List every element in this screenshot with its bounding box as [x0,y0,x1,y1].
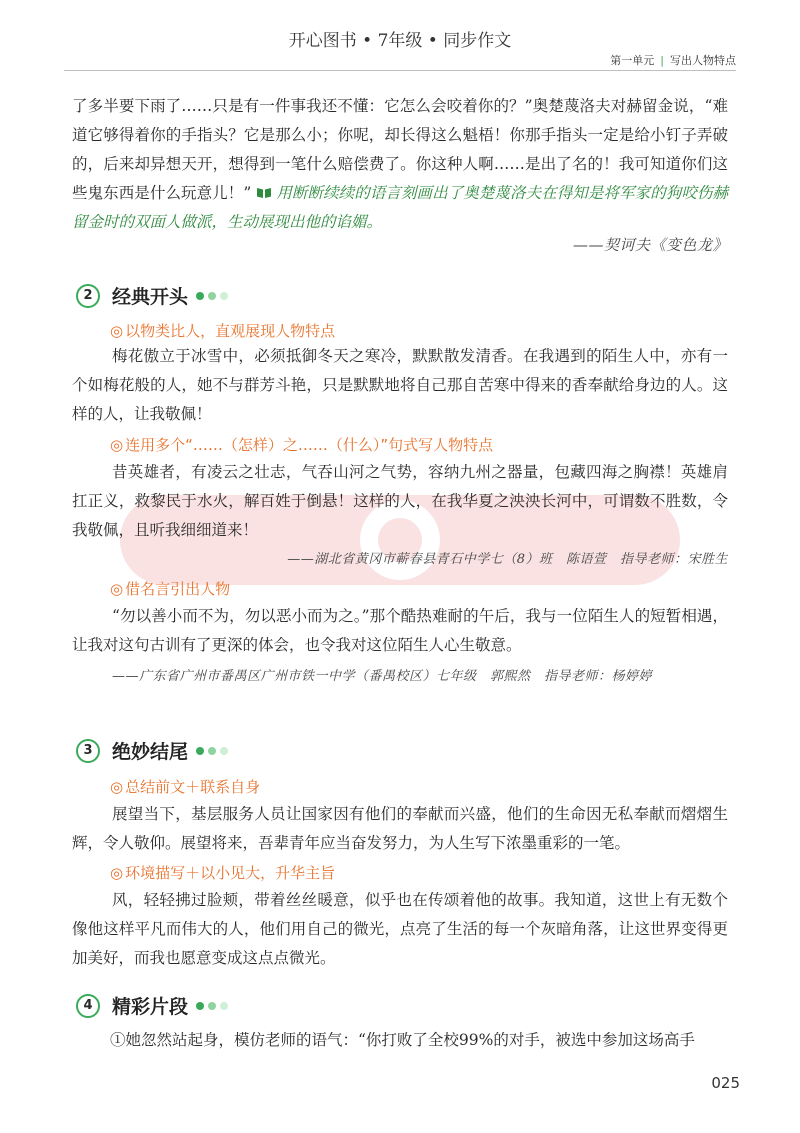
annotation-text: 用断断续续的语言刻画出了奥楚蔑洛夫在得知是将军家的狗咬伤赫留金时的双面人做派，生动展现出他的谄媚。 [72,184,728,231]
subheading-text: 以物类比人，直观展现人物特点 [125,322,336,340]
decorative-dots [196,747,228,755]
section-number-badge: 2 [76,284,100,308]
dot-icon [220,292,228,300]
subheading [110,578,230,599]
unit-separator: | [660,54,664,67]
paragraph: 风，轻轻拂过脸颊，带着丝丝暖意，似乎也在传颂着他的故事。我知道，这世上有无数个像他这样平凡而伟大的人，他们用自己的微光，点亮了生活的每一个灰暗角落，让这世界变得更加美好，而我也愿意变成这点点微光。 [72,891,728,967]
subheading [110,320,335,341]
dot-icon [196,747,204,755]
circle-mark-icon: ◎ [110,778,124,796]
circle-mark-icon: ◎ [110,580,124,598]
subheading-text: 环境描写＋以小见大，升华主旨 [125,864,336,882]
section-title: 经典开头 [112,286,189,308]
decorative-dots [196,1002,228,1010]
dot-icon [220,1002,228,1010]
subheading [110,434,493,455]
subheading-text: 总结前文＋联系自身 [125,778,261,796]
paragraph: 梅花傲立于冰雪中，必须抵御冬天之寒冷，默默散发清香。在我遇到的陌生人中，亦有一个如梅花般的人，她不与群芳斗艳，只是默默地将自己那自苦寒中得来的香奉献给身边的人。这样的人，让我敬佩！ [72,347,728,423]
unit-breadcrumb [610,52,736,68]
section-title: 精彩片段 [112,996,189,1018]
paragraph: 展望当下，基层服务人员让国家因有他们的奉献而兴盛，他们的生命因无私奉献而熠熠生辉，令人敬仰。展望将来，吾辈青年应当奋发努力，为人生写下浓墨重彩的一笔。 [72,805,728,852]
paragraph: 昔英雄者，有凌云之壮志，气吞山河之气势，容纳九州之器量，包藏四海之胸襟！英雄肩扛正义，救黎民于水火，解百姓于倒悬！这样的人，在我华夏之泱泱长河中，可谓数不胜数，令我敬佩，且听我细细道来！ [72,463,728,539]
subheading [110,776,260,797]
section-title: 绝妙结尾 [112,741,189,763]
section-header-3 [76,737,228,764]
decorative-dots [196,292,228,300]
open-book-icon [256,187,272,199]
header-divider [64,70,736,71]
circle-mark-icon: ◎ [110,436,124,454]
subheading-text: 借名言引出人物 [125,580,231,598]
topic-label: 写出人物特点 [670,54,736,67]
subheading-text: 连用多个“……（怎样）之……（什么）”句式写人物特点 [125,436,494,454]
circle-mark-icon: ◎ [110,322,124,340]
section-number-badge: 3 [76,739,100,763]
dot-icon [196,1002,204,1010]
page-header-title: 开心图书 • 7年级 • 同步作文 [288,31,512,51]
unit-label: 第一单元 [610,54,655,67]
dot-icon [208,747,216,755]
section-number-badge: 4 [76,994,100,1018]
page-number: 025 [711,1074,740,1092]
excerpt-source: ——契诃夫《变色龙》 [572,236,728,254]
author-byline: ——广东省广州市番禺区广州市铁一中学（番禺校区）七年级 郭熙然 指导老师：杨婷婷 [112,669,653,684]
paragraph: “勿以善小而不为，勿以恶小而为之。”那个酷热难耐的午后，我与一位陌生人的短暂相遇，让我对这句古训有了更深的体会，也令我对这位陌生人心生敬意。 [72,607,728,654]
dot-icon [220,747,228,755]
excerpt-paragraph [72,92,728,237]
subheading [110,862,335,883]
section-header-2 [76,282,228,309]
dot-icon [208,292,216,300]
dot-icon [208,1002,216,1010]
paragraph: ①她忽然站起身，模仿老师的语气：“你打败了全校99%的对手，被选中参加这场高手 [110,1031,695,1049]
dot-icon [196,292,204,300]
circle-mark-icon: ◎ [110,864,124,882]
excerpt-text: 了多半要下雨了……只是有一件事我还不懂：它怎么会咬着你的？”奥楚蔑洛夫对赫留金说，“难道它够得着你的手指头？它是那么小；你呢，却长得这么魁梧！你那手指头一定是给小钉子弄破的，后来却异想天开，想得到一笔什么赔偿费了。你这种人啊……是出了名的！我可知道你们这些鬼东西是什么玩意儿！” [72,97,728,202]
section-header-4 [76,992,228,1019]
author-byline: ——湖北省黄冈市蕲春县青石中学七（8）班 陈语萱 指导老师：宋胜生 [287,552,728,567]
